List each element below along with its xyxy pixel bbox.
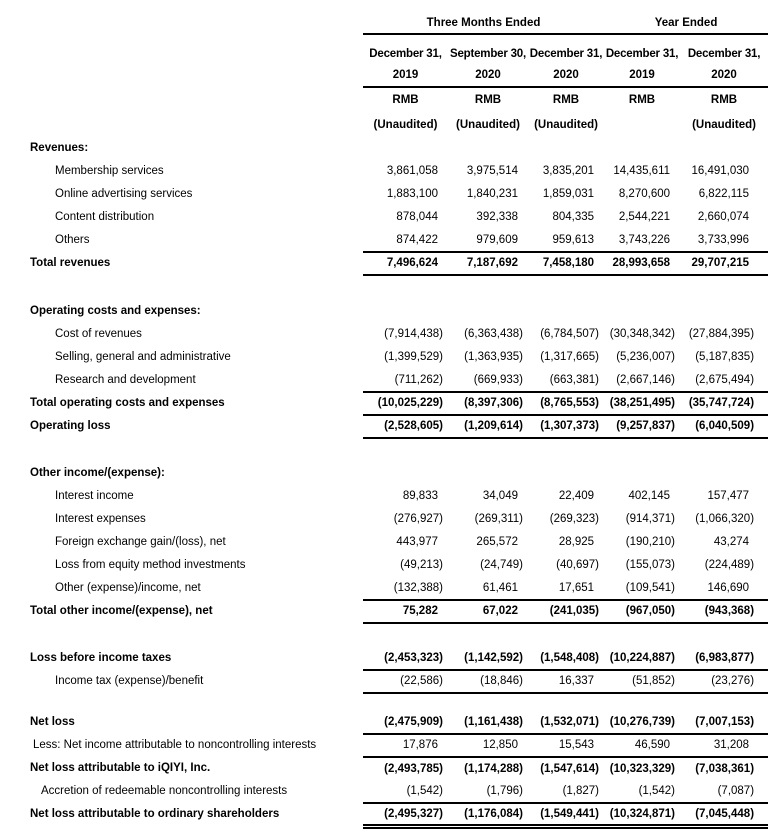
row-label: Revenues:	[30, 142, 89, 155]
cell-value	[363, 734, 448, 757]
positive-number: 28,993,658	[612, 257, 671, 270]
cell-value	[363, 600, 448, 623]
cell-value	[604, 300, 680, 323]
positive-number: 17,876	[402, 739, 438, 752]
cell-value: (7,914,438)	[384, 328, 443, 341]
positive-number: 7,187,692	[466, 257, 518, 270]
cell-value	[363, 160, 448, 183]
cell-value: (241,035)	[528, 600, 604, 623]
cell-value: (1,176,084)	[448, 803, 528, 826]
table-row	[0, 206, 768, 229]
cell-value	[528, 734, 604, 757]
spacer-cell	[0, 623, 768, 647]
cell-value: (943,368)	[680, 600, 768, 623]
table-row	[0, 711, 768, 734]
table-header	[0, 0, 768, 137]
cell-value	[363, 252, 448, 275]
positive-number: 6,822,115	[698, 188, 750, 201]
cell-value	[448, 300, 528, 323]
cell-value: (1,317,665)	[540, 351, 600, 364]
row-label: Other (expense)/income, net	[55, 582, 201, 595]
cell-value	[528, 577, 604, 600]
cell-value	[448, 206, 528, 229]
header-label-spacer	[0, 63, 363, 87]
cell-value: (6,363,438)	[464, 328, 523, 341]
cell-value	[528, 531, 604, 554]
table-row	[0, 803, 768, 826]
cell-value: (663,381)	[528, 369, 604, 392]
cell-value	[604, 206, 680, 229]
positive-number: 61,461	[482, 581, 518, 594]
cell-value: (1,142,592)	[448, 647, 528, 670]
row-label: Operating loss	[30, 420, 111, 433]
cell-value	[448, 229, 528, 252]
cell-value	[363, 300, 448, 323]
table-row	[0, 554, 768, 577]
cell-value: (7,045,448)	[680, 803, 768, 826]
cell-value: (49,213)	[400, 559, 443, 572]
cell-value: (1,174,288)	[464, 762, 523, 775]
cell-value: (1,796)	[448, 780, 528, 803]
period-group-row	[0, 0, 768, 34]
cell-value: (2,675,494)	[680, 369, 768, 392]
column-year-4: 2019	[604, 63, 680, 87]
cell-value: (23,276)	[680, 670, 768, 693]
table-row	[0, 160, 768, 183]
positive-number: 28,925	[558, 536, 595, 549]
column-dates-row	[0, 34, 768, 63]
cell-value: (269,323)	[549, 513, 600, 526]
cell-value: (7,087)	[680, 780, 768, 803]
cell-value	[363, 206, 448, 229]
cell-value: (6,784,507)	[540, 328, 600, 341]
positive-number: 67,022	[482, 605, 518, 618]
positive-number: 16,491,030	[691, 165, 750, 178]
cell-value: (51,852)	[604, 670, 680, 693]
cell-value: (2,475,909)	[363, 711, 448, 734]
cell-value: (109,541)	[604, 577, 680, 600]
row-label: Foreign exchange gain/(loss), net	[55, 536, 226, 549]
positive-number: 265,572	[476, 536, 518, 549]
cell-value: (1,827)	[528, 780, 604, 803]
cell-value: (6,040,509)	[680, 415, 768, 438]
table-row	[0, 300, 768, 323]
row-label: Interest expenses	[55, 513, 146, 526]
column-currency-2: RMB	[474, 94, 502, 107]
section-spacer	[0, 623, 768, 647]
column-group-year-ended: Year Ended	[604, 0, 768, 34]
cell-value	[604, 734, 680, 757]
cell-value: (1,542)	[363, 780, 448, 803]
positive-number: 12,850	[482, 739, 518, 752]
cell-value	[528, 252, 604, 275]
cell-value	[680, 485, 768, 508]
positive-number: 3,733,996	[697, 233, 750, 246]
column-year-2: 2020	[448, 63, 528, 87]
row-label: Loss from equity method investments	[55, 559, 246, 572]
positive-number: 8,270,600	[618, 188, 671, 201]
row-label: Other income/(expense):	[30, 467, 165, 480]
positive-number: 3,975,514	[466, 165, 518, 178]
cell-value	[528, 300, 604, 323]
cell-value: (27,884,395)	[688, 328, 755, 341]
column-year-5: 2020	[680, 63, 768, 87]
section-spacer	[0, 275, 768, 300]
cell-value	[448, 183, 528, 206]
cell-value: (269,311)	[474, 513, 523, 526]
cell-value	[528, 670, 604, 693]
cell-value: (1,542)	[604, 780, 680, 803]
cell-value: (2,453,323)	[363, 647, 448, 670]
cell-value	[448, 600, 528, 623]
cell-value	[680, 462, 768, 485]
column-date-2: September 30,	[449, 47, 527, 60]
cell-value: (1,066,320)	[695, 513, 755, 526]
table-row	[0, 734, 768, 757]
section-spacer	[0, 438, 768, 462]
cell-value: (1,161,438)	[448, 711, 528, 734]
cell-value: (2,667,146)	[604, 369, 680, 392]
row-label: Research and development	[55, 374, 196, 387]
row-label: Less: Net income attributable to noncontrolling interests	[33, 739, 317, 752]
row-label: Content distribution	[55, 211, 155, 224]
positive-number: 878,044	[396, 211, 438, 224]
header-label-spacer	[0, 0, 363, 34]
table-row	[0, 780, 768, 803]
cell-value	[528, 206, 604, 229]
table-row	[0, 137, 768, 160]
cell-value	[363, 137, 448, 160]
column-date-1: December 31,	[369, 47, 442, 60]
cell-value	[680, 734, 768, 757]
cell-value: (10,276,739)	[604, 711, 680, 734]
table-row	[0, 183, 768, 206]
cell-value: (8,397,306)	[448, 392, 528, 415]
cell-value: (5,187,835)	[695, 351, 755, 364]
column-audit-3: (Unaudited)	[534, 118, 598, 131]
header-label-spacer	[0, 34, 363, 63]
positive-number: 17,651	[558, 581, 595, 594]
cell-value	[680, 183, 768, 206]
cell-value: (10,224,887)	[604, 647, 680, 670]
column-audit-4	[604, 113, 680, 137]
spacer-cell	[0, 438, 768, 462]
cell-value	[680, 137, 768, 160]
table-row	[0, 462, 768, 485]
row-label: Online advertising services	[55, 188, 193, 201]
positive-number: 3,861,058	[386, 165, 438, 178]
positive-number: 443,977	[396, 536, 438, 549]
cell-value: (1,209,614)	[448, 415, 528, 438]
cell-value	[363, 485, 448, 508]
cell-value: (1,547,614)	[540, 762, 600, 775]
table-row	[0, 531, 768, 554]
positive-number: 34,049	[482, 490, 518, 503]
column-currency-row	[0, 87, 768, 113]
table-row	[0, 670, 768, 693]
positive-number: 1,840,231	[466, 188, 518, 201]
table-row	[0, 415, 768, 438]
positive-number: 146,690	[707, 581, 750, 594]
row-label: Net loss attributable to iQIYI, Inc.	[30, 762, 211, 775]
cell-value	[604, 229, 680, 252]
row-label: Cost of revenues	[55, 328, 142, 341]
positive-number: 2,544,221	[618, 211, 671, 224]
column-group-three-months: Three Months Ended	[363, 0, 604, 34]
cell-value	[528, 229, 604, 252]
cell-value: (2,493,785)	[384, 762, 443, 775]
cell-value: (132,388)	[363, 577, 448, 600]
cell-value: (7,007,153)	[680, 711, 768, 734]
table-row	[0, 229, 768, 252]
section-spacer	[0, 693, 768, 711]
cell-value: (5,236,007)	[616, 351, 676, 364]
row-label: Net loss	[30, 716, 75, 729]
cell-value: (1,399,529)	[384, 351, 443, 364]
cell-value: (711,262)	[363, 369, 448, 392]
cell-value: (276,927)	[393, 513, 443, 526]
column-audit-1: (Unaudited)	[373, 118, 438, 131]
cell-value	[363, 183, 448, 206]
table-row	[0, 252, 768, 275]
cell-value: (24,749)	[480, 559, 523, 572]
cell-value	[448, 160, 528, 183]
cell-value: (2,495,327)	[363, 803, 448, 826]
column-years-row	[0, 63, 768, 87]
cell-value	[448, 252, 528, 275]
column-date-3: December 31,	[529, 47, 603, 60]
cell-value	[680, 300, 768, 323]
positive-number: 392,338	[476, 211, 518, 224]
cell-value: (1,307,373)	[528, 415, 604, 438]
row-label: Income tax (expense)/benefit	[55, 675, 204, 688]
table-row	[0, 600, 768, 623]
cell-value: (10,324,871)	[604, 803, 680, 826]
row-label: Selling, general and administrative	[55, 351, 231, 364]
cell-value: (35,747,724)	[680, 392, 768, 415]
column-year-1: 2019	[363, 63, 448, 87]
row-label: Interest income	[55, 490, 134, 503]
cell-value	[448, 577, 528, 600]
table-row	[0, 485, 768, 508]
positive-number: 959,613	[552, 233, 595, 246]
cell-value: (224,489)	[704, 559, 755, 572]
cell-value	[604, 485, 680, 508]
column-audit-2: (Unaudited)	[456, 118, 520, 131]
row-label: Total revenues	[30, 257, 111, 270]
cell-value	[363, 462, 448, 485]
cell-value	[604, 252, 680, 275]
cell-value: (1,549,441)	[528, 803, 604, 826]
column-audit-row	[0, 113, 768, 137]
cell-value	[448, 462, 528, 485]
cell-value	[448, 734, 528, 757]
table-row	[0, 508, 768, 531]
positive-number: 46,590	[634, 739, 671, 752]
table-row	[0, 392, 768, 415]
cell-value	[604, 183, 680, 206]
row-label: Membership services	[55, 165, 164, 178]
cell-value	[448, 137, 528, 160]
row-label: Total other income/(expense), net	[30, 605, 213, 618]
cell-value: (6,983,877)	[680, 647, 768, 670]
positive-number: 402,145	[628, 490, 671, 503]
column-currency-4: RMB	[628, 94, 656, 107]
cell-value	[528, 462, 604, 485]
positive-number: 22,409	[558, 490, 595, 503]
positive-number: 1,883,100	[386, 188, 438, 201]
positive-number: 3,835,201	[542, 165, 595, 178]
row-label: Net loss attributable to ordinary shareholders	[30, 808, 280, 821]
cell-value	[604, 137, 680, 160]
cell-value	[528, 485, 604, 508]
column-currency-3: RMB	[552, 94, 580, 107]
positive-number: 14,435,611	[613, 165, 671, 178]
column-currency-1: RMB	[392, 94, 419, 107]
positive-number: 31,208	[713, 739, 750, 752]
cell-value	[680, 229, 768, 252]
cell-value: (18,846)	[448, 670, 528, 693]
table-row	[0, 369, 768, 392]
positive-number: 89,833	[402, 490, 438, 503]
column-currency-5: RMB	[710, 94, 738, 107]
row-label: Loss before income taxes	[30, 652, 172, 665]
table-row	[0, 757, 768, 780]
header-label-spacer	[0, 87, 363, 113]
positive-number: 2,660,074	[697, 211, 750, 224]
cell-value: (1,532,071)	[528, 711, 604, 734]
table-row	[0, 346, 768, 369]
cell-value: (10,323,329)	[609, 762, 676, 775]
positive-number: 804,335	[552, 211, 595, 224]
cell-value	[680, 577, 768, 600]
cell-value: (1,363,935)	[464, 351, 523, 364]
cell-value: (2,528,605)	[363, 415, 448, 438]
cell-value	[528, 160, 604, 183]
cell-value	[528, 183, 604, 206]
table-row	[0, 323, 768, 346]
table-body	[0, 137, 768, 826]
column-date-4: December 31,	[605, 47, 679, 60]
cell-value: (22,586)	[363, 670, 448, 693]
cell-value	[680, 206, 768, 229]
positive-number: 75,282	[402, 605, 438, 618]
positive-number: 157,477	[707, 490, 750, 503]
cell-value	[363, 531, 448, 554]
positive-number: 7,496,624	[386, 257, 438, 270]
positive-number: 874,422	[396, 233, 438, 246]
row-label: Operating costs and expenses:	[30, 305, 201, 318]
cell-value	[363, 229, 448, 252]
positive-number: 979,609	[476, 233, 518, 246]
cell-value: (155,073)	[625, 559, 676, 572]
cell-value: (1,548,408)	[528, 647, 604, 670]
positive-number: 7,458,180	[542, 257, 595, 270]
cell-value: (190,210)	[625, 536, 676, 549]
positive-number: 3,743,226	[618, 233, 671, 246]
cell-value: (8,765,553)	[528, 392, 604, 415]
row-label: Others	[55, 234, 90, 247]
cell-value	[604, 462, 680, 485]
cell-value: (7,038,361)	[695, 762, 755, 775]
row-label: Accretion of redeemable noncontrolling interests	[41, 785, 288, 798]
column-date-5: December 31,	[687, 47, 761, 60]
cell-value: (967,050)	[604, 600, 680, 623]
header-label-spacer	[0, 113, 363, 137]
cell-value	[680, 252, 768, 275]
cell-value: (914,371)	[625, 513, 676, 526]
positive-number: 1,859,031	[542, 188, 595, 201]
cell-value	[448, 531, 528, 554]
cell-value: (30,348,342)	[609, 328, 676, 341]
cell-value	[680, 531, 768, 554]
cell-value	[448, 485, 528, 508]
cell-value: (40,697)	[556, 559, 600, 572]
cell-value: (38,251,495)	[604, 392, 680, 415]
positive-number: 43,274	[713, 536, 750, 549]
table-row	[0, 577, 768, 600]
positive-number: 15,543	[558, 739, 595, 752]
cell-value: (10,025,229)	[363, 392, 448, 415]
row-label: Total operating costs and expenses	[30, 397, 225, 410]
spacer-cell	[0, 275, 768, 300]
cell-value: (9,257,837)	[604, 415, 680, 438]
cell-value: (669,933)	[448, 369, 528, 392]
column-audit-5: (Unaudited)	[692, 118, 756, 131]
table-row	[0, 647, 768, 670]
column-year-3: 2020	[528, 63, 604, 87]
positive-number: 29,707,215	[691, 257, 750, 270]
cell-value	[680, 160, 768, 183]
spacer-cell	[0, 693, 768, 711]
positive-number: 16,337	[558, 675, 595, 688]
cell-value	[604, 160, 680, 183]
cell-value	[528, 137, 604, 160]
